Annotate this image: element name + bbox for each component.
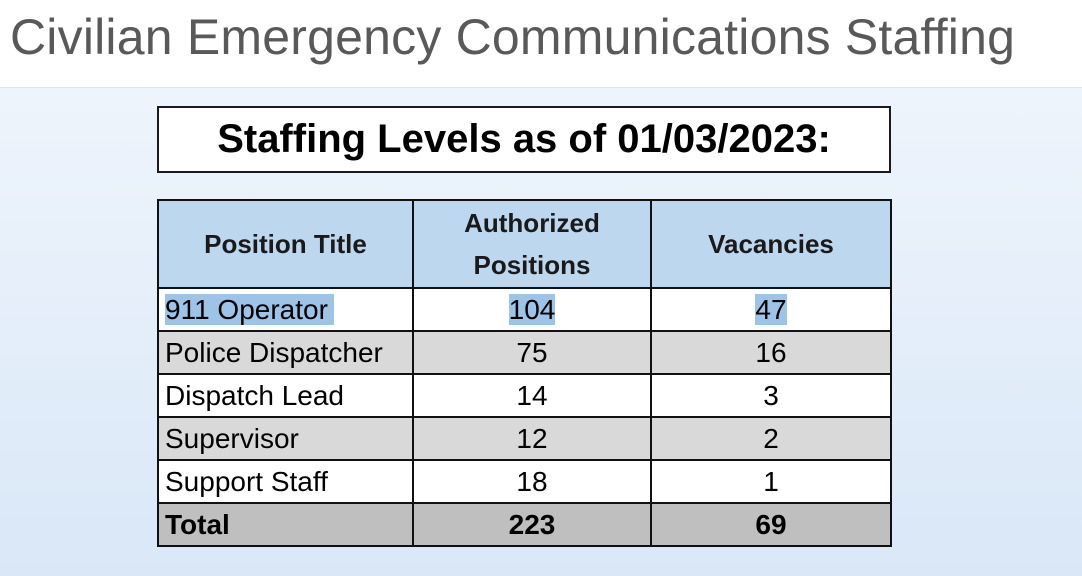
table-row xyxy=(158,331,891,374)
cell-vacancies[interactable] xyxy=(651,288,891,331)
selected-text: 911 Operator xyxy=(165,294,334,325)
header-position-title[interactable]: Position Title xyxy=(158,200,413,288)
total-label[interactable]: Total xyxy=(158,503,413,546)
total-authorized[interactable]: 223 xyxy=(413,503,651,546)
slide-title: Civilian Emergency Communications Staffing xyxy=(10,9,1016,65)
header-authorized-positions[interactable] xyxy=(413,200,651,288)
header-vacancies[interactable]: Vacancies xyxy=(651,200,891,288)
cell-position[interactable]: Police Dispatcher xyxy=(158,331,413,374)
total-vacancies[interactable]: 69 xyxy=(651,503,891,546)
header-authorized-line2: Positions xyxy=(473,250,591,280)
table-row xyxy=(158,417,891,460)
table-header-row xyxy=(158,200,891,288)
selected-text: 47 xyxy=(755,293,787,325)
header-authorized-line1: Authorized xyxy=(464,208,600,238)
table-row xyxy=(158,288,891,331)
cell-vacancies[interactable]: 1 xyxy=(651,460,891,503)
subtitle-text: Staffing Levels as of 01/03/2023: xyxy=(217,117,831,161)
table-row xyxy=(158,374,891,417)
cell-authorized[interactable]: 18 xyxy=(413,460,651,503)
cell-position[interactable]: Supervisor xyxy=(158,417,413,460)
cell-vacancies[interactable]: 16 xyxy=(651,331,891,374)
cell-position[interactable]: Dispatch Lead xyxy=(158,374,413,417)
cell-position[interactable]: Support Staff xyxy=(158,460,413,503)
cell-authorized[interactable] xyxy=(413,288,651,331)
slide-title-bar xyxy=(0,0,1082,88)
cell-authorized[interactable]: 14 xyxy=(413,374,651,417)
cell-position[interactable] xyxy=(158,288,413,331)
cell-vacancies[interactable]: 3 xyxy=(651,374,891,417)
cell-authorized[interactable]: 75 xyxy=(413,331,651,374)
table-row xyxy=(158,460,891,503)
cell-vacancies[interactable]: 2 xyxy=(651,417,891,460)
subtitle-box[interactable] xyxy=(157,106,891,173)
cell-authorized[interactable]: 12 xyxy=(413,417,651,460)
total-row xyxy=(158,503,891,546)
staffing-table[interactable] xyxy=(157,199,892,547)
selected-text: 104 xyxy=(508,293,556,325)
